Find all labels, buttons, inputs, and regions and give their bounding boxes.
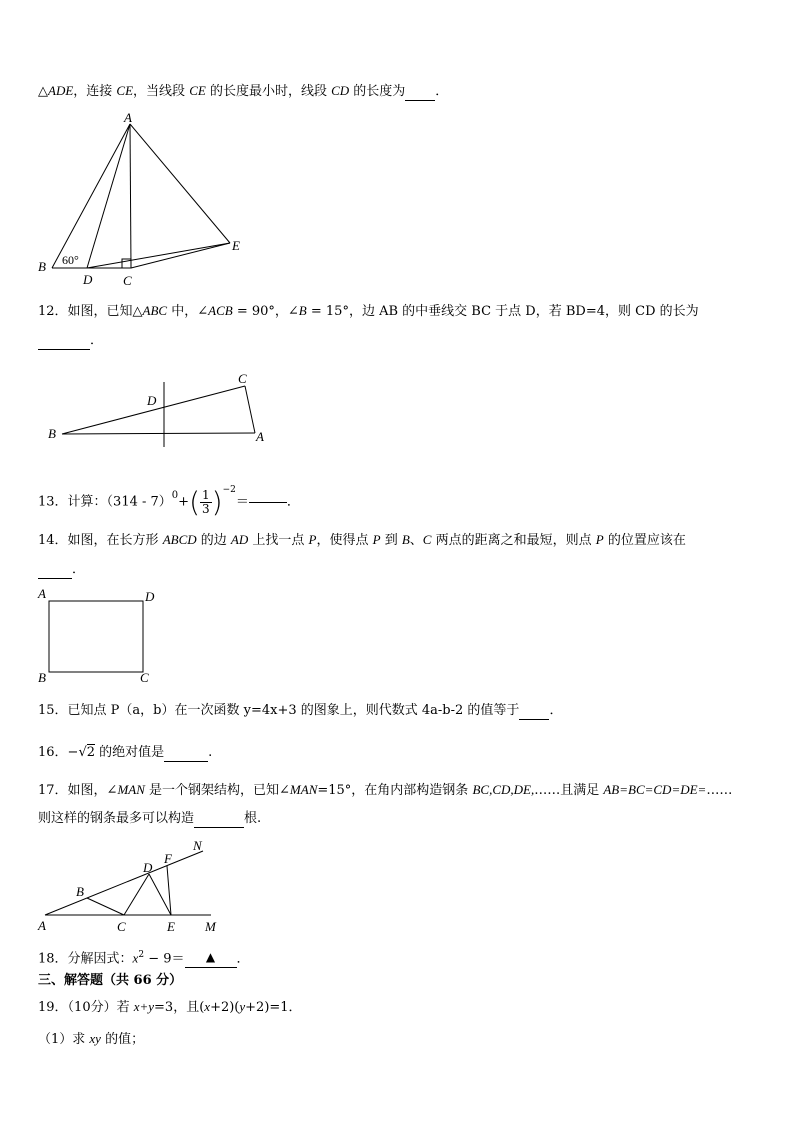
exponent: 0 (171, 490, 179, 501)
paren-right: ) (211, 485, 223, 519)
variable-x: x (204, 999, 211, 1014)
label-e: E (167, 919, 175, 934)
label-d: D (147, 393, 157, 408)
text: 19．（10分）若 (38, 1000, 134, 1015)
numerator: 1 (202, 488, 210, 502)
label-b: B (401, 532, 410, 547)
label-ade: ADE (48, 83, 74, 98)
text: 根. (244, 811, 262, 826)
answer-blank[interactable] (185, 948, 237, 968)
text: ，当线段 (133, 84, 190, 99)
label-m: M (205, 919, 216, 934)
label-abc: ABC (142, 303, 168, 318)
text: 18．分解因式： (38, 951, 133, 967)
bar-bc (87, 898, 124, 915)
sqrt-symbol: √ (78, 745, 87, 760)
label-b: B (48, 426, 56, 441)
label-man: MAN (289, 782, 318, 797)
label-cd: CD (331, 83, 350, 98)
label-p: P (372, 532, 381, 547)
triangle-symbol: △ (38, 84, 48, 99)
text: ，连接 (73, 84, 117, 99)
text: …… (706, 783, 733, 798)
label-b: B (38, 670, 46, 685)
text: = 15°，边 AB 的中垂线交 BC 于点 D，若 BD=4，则 CD 的长为 (306, 304, 699, 319)
radicand: 2 (86, 745, 96, 760)
text: 的值； (100, 1032, 145, 1047)
text: 的边 (196, 533, 231, 548)
label-b: B (298, 303, 307, 318)
label-a: A (38, 586, 46, 601)
q18-line (38, 946, 250, 968)
label-ce: CE (116, 83, 134, 98)
exponent: −2 (222, 485, 236, 495)
text: 的位置应该在 (603, 533, 686, 548)
text: 16． (38, 745, 68, 760)
text: 12．如图，已知△ (38, 304, 143, 319)
ray-an (45, 851, 203, 915)
label-p: P (595, 532, 604, 547)
exponent: 2 (138, 950, 145, 960)
label-c: C (422, 532, 432, 547)
angle-label: 60° (62, 253, 79, 267)
q19-part1 (38, 1030, 144, 1049)
text: +2)=1． (245, 1000, 302, 1015)
label-b: B (38, 259, 46, 274)
text: 两点的距离之和最短，则点 (431, 533, 596, 548)
label-ad: AD (230, 532, 249, 547)
expression-xy: xy (89, 1031, 101, 1046)
label-e: E (232, 238, 240, 253)
label-acb: ACB (208, 303, 233, 318)
text: 13．计算：（314 - 7） (38, 494, 172, 510)
text: 到 (380, 533, 402, 548)
text: ，使得点 (316, 533, 373, 548)
label-d: D (145, 589, 155, 604)
text: ． (286, 494, 300, 510)
text: = 90°，∠ (232, 304, 299, 319)
text: 15．已知点 P（a，b）在一次函数 y=4x+3 的图象上，则代数式 4a-b-2 的值等于 (38, 703, 520, 718)
text: ． (435, 84, 449, 99)
label-n: N (193, 838, 202, 853)
text: . (208, 745, 213, 760)
section-heading: 三、解答题（共 66 分） (38, 973, 183, 988)
text: 是一个钢架结构，已知∠ (144, 783, 290, 798)
label-a: A (124, 110, 132, 125)
bar-cd (124, 874, 149, 915)
text: =15°，在角内部构造钢条 (317, 783, 473, 798)
variable-y: y (239, 999, 246, 1014)
text: 中，∠ (167, 304, 209, 319)
label-b: B (76, 884, 84, 899)
text: 上找一点 (248, 533, 309, 548)
text: （1）求 (38, 1032, 90, 1047)
text: 的长度最小时，线段 (205, 84, 332, 99)
text: ． (236, 951, 250, 967)
text: ． (549, 703, 563, 718)
text: +2)( (210, 1000, 240, 1015)
text: =3，且( (154, 1000, 205, 1015)
label-c: C (140, 670, 149, 685)
label-man: MAN (117, 782, 145, 797)
text: 17．如图，∠ (38, 783, 118, 798)
text: − 9＝ (144, 951, 185, 967)
label-c: C (117, 919, 126, 934)
text: 则这样的钢条最多可以构造 (38, 811, 195, 826)
text: 、 (409, 533, 423, 548)
label-c: C (238, 371, 247, 386)
q19-line (38, 998, 302, 1017)
label-abcd: ABCD (162, 532, 197, 547)
text: ＝ (235, 494, 249, 510)
denominator: 3 (202, 502, 210, 516)
text: ． (72, 562, 86, 577)
label-f: F (164, 851, 172, 866)
variable-x: x (132, 950, 139, 966)
text: ． (90, 333, 104, 348)
label-ce: CE (189, 83, 206, 98)
expression: x+y (133, 999, 155, 1014)
paren-left: ( (189, 485, 201, 519)
triangle-placeholder-icon: ▲ (205, 950, 216, 965)
text: 的长度为 (349, 84, 406, 99)
label-equalities: AB=BC=CD=DE= (603, 782, 707, 797)
text: ……且满足 (534, 783, 604, 798)
label-a: A (256, 429, 264, 444)
text: + (178, 494, 190, 510)
text: 的绝对值是 (95, 745, 165, 760)
label-bars: BC,CD,DE, (472, 782, 535, 797)
label-a: A (38, 918, 46, 933)
text: 14．如图，在长方形 (38, 533, 163, 548)
label-c: C (123, 273, 132, 288)
label-p: P (308, 532, 317, 547)
label-d: D (143, 860, 153, 875)
minus-sign: − (67, 745, 79, 760)
label-d: D (83, 272, 93, 287)
